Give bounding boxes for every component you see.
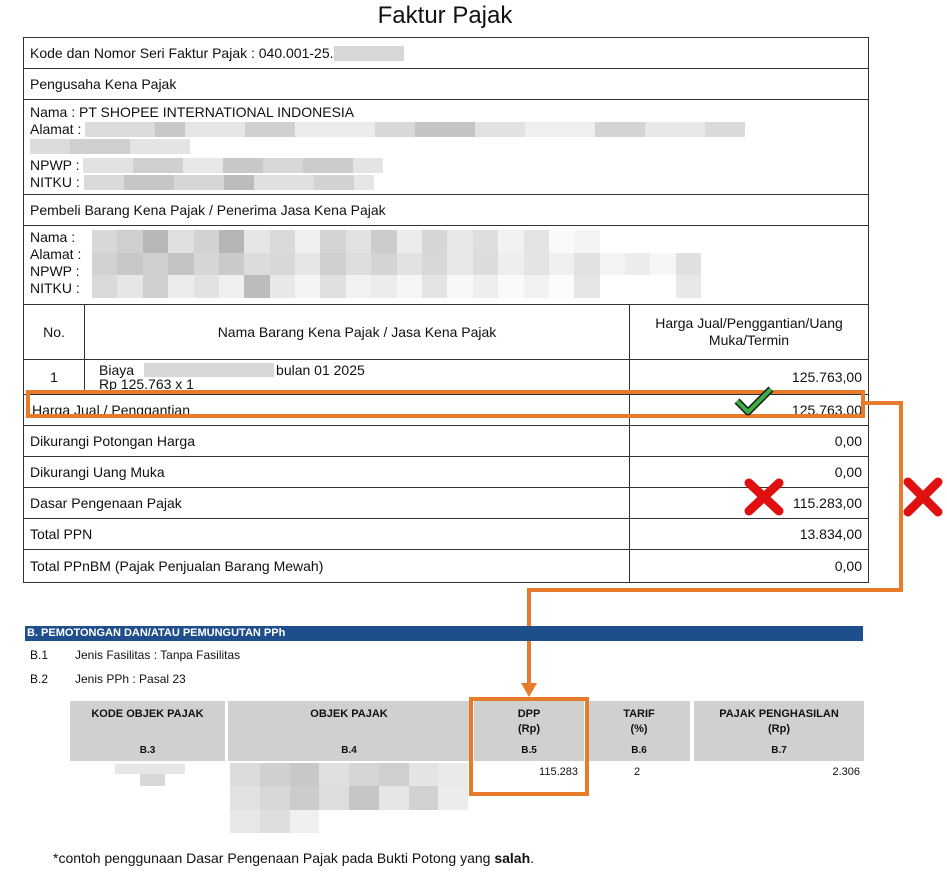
cross-icon <box>903 477 943 517</box>
b1-code: B.1 <box>30 648 49 662</box>
header-dpp: DPP (Rp) B.5 <box>474 701 584 761</box>
col-no-header: No. <box>24 305 85 360</box>
redacted-block <box>115 764 185 774</box>
summary-row-dpp <box>24 488 869 519</box>
pkp-alamat-label: Alamat : <box>30 121 86 137</box>
redacted-block <box>83 158 383 173</box>
item-header-row <box>24 305 869 360</box>
summary-value: 125.763,00 <box>630 395 869 426</box>
redacted-block <box>230 763 468 833</box>
summary-row-uang-muka <box>24 457 869 488</box>
summary-label: Harga Jual / Penggantian <box>24 395 630 426</box>
pkp-npwp-label: NPWP : <box>30 157 84 173</box>
header-pph: PAJAK PENGHASILAN (Rp) B.7 <box>694 701 864 761</box>
pkp-heading: Pengusaha Kena Pajak <box>30 75 177 92</box>
header-kode-objek: KODE OBJEK PAJAK B.3 <box>70 701 225 761</box>
kode-seri-label: Kode dan Nomor Seri Faktur Pajak : 040.001-25. <box>30 44 334 61</box>
summary-label: Total PPnBM (Pajak Penjualan Barang Mewah) <box>24 550 630 583</box>
checkmark-icon <box>734 386 774 416</box>
b2-text: Jenis PPh : Pasal 23 <box>75 672 186 686</box>
col-harga-header: Harga Jual/Penggantian/Uang Muka/Termin <box>630 305 869 360</box>
header-tarif: TARIF (%) B.6 <box>588 701 690 761</box>
summary-row-ppnbm <box>24 550 869 583</box>
pkp-nitku-label: NITKU : <box>30 174 84 190</box>
pkp-heading-row <box>24 69 869 100</box>
pkp-nama: Nama : PT SHOPEE INTERNATIONAL INDONESIA <box>30 104 355 120</box>
pembeli-detail-row <box>24 226 869 305</box>
redacted-block <box>334 46 404 61</box>
redacted-block <box>85 122 745 137</box>
pkp-detail-row <box>24 100 869 195</box>
cross-icon <box>744 478 784 516</box>
summary-label: Dasar Pengenaan Pajak <box>24 488 630 519</box>
summary-value: 13.834,00 <box>630 519 869 550</box>
redacted-block <box>30 139 862 154</box>
connector-line <box>865 401 903 405</box>
pph-value: 2.306 <box>832 766 860 778</box>
highlight-dpp-box <box>469 697 589 796</box>
invoice-title: Faktur Pajak <box>377 2 513 29</box>
section-b-title: B. PEMOTONGAN DAN/ATAU PEMUNGUTAN PPh <box>25 626 863 641</box>
footnote-text: *contoh penggunaan Dasar Pengenaan Pajak pada Bukti Potong yang <box>53 850 495 866</box>
tarif-value: 2 <box>634 766 641 778</box>
pembeli-nitku-label: NITKU : <box>30 280 84 296</box>
faktur-table <box>23 37 869 583</box>
col-nama-header: Nama Barang Kena Pajak / Jasa Kena Pajak <box>85 305 630 360</box>
item-detail: Rp 125.763 x 1 <box>99 376 194 392</box>
pembeli-npwp-label: NPWP : <box>30 263 84 279</box>
b1-text: Jenis Fasilitas : Tanpa Fasilitas <box>75 648 241 662</box>
item-bulan: bulan 01 2025 <box>276 362 365 378</box>
summary-label: Dikurangi Potongan Harga <box>24 426 630 457</box>
item-value: 125.763,00 <box>630 360 869 395</box>
redacted-block <box>144 363 274 377</box>
summary-value: 0,00 <box>630 426 869 457</box>
summary-label: Total PPN <box>24 519 630 550</box>
connector-line <box>527 588 903 592</box>
pembeli-heading: Pembeli Barang Kena Pajak / Penerima Jasa Kena Pajak <box>30 201 386 218</box>
summary-value: 115.283,00 <box>630 488 869 519</box>
item-no: 1 <box>24 360 85 395</box>
b2-code: B.2 <box>30 672 49 686</box>
pembeli-heading-row <box>24 195 869 226</box>
item-biaya: Biaya <box>99 362 135 378</box>
redacted-block <box>92 230 752 298</box>
summary-value: 0,00 <box>630 550 869 583</box>
footnote <box>53 850 534 866</box>
footnote-suffix: . <box>530 850 535 866</box>
redacted-block <box>140 774 165 786</box>
dpp-value: 115.283 <box>539 766 578 778</box>
footnote-bold: salah <box>494 850 531 866</box>
pembeli-alamat-label: Alamat : <box>30 246 86 262</box>
summary-row-potongan <box>24 426 869 457</box>
redacted-block <box>84 175 374 190</box>
header-objek-pajak: OBJEK PAJAK B.4 <box>228 701 470 761</box>
kode-seri-row <box>24 38 869 69</box>
summary-value: 0,00 <box>630 457 869 488</box>
summary-row-ppn <box>24 519 869 550</box>
pembeli-nama-label: Nama : <box>30 229 80 245</box>
summary-label: Dikurangi Uang Muka <box>24 457 630 488</box>
